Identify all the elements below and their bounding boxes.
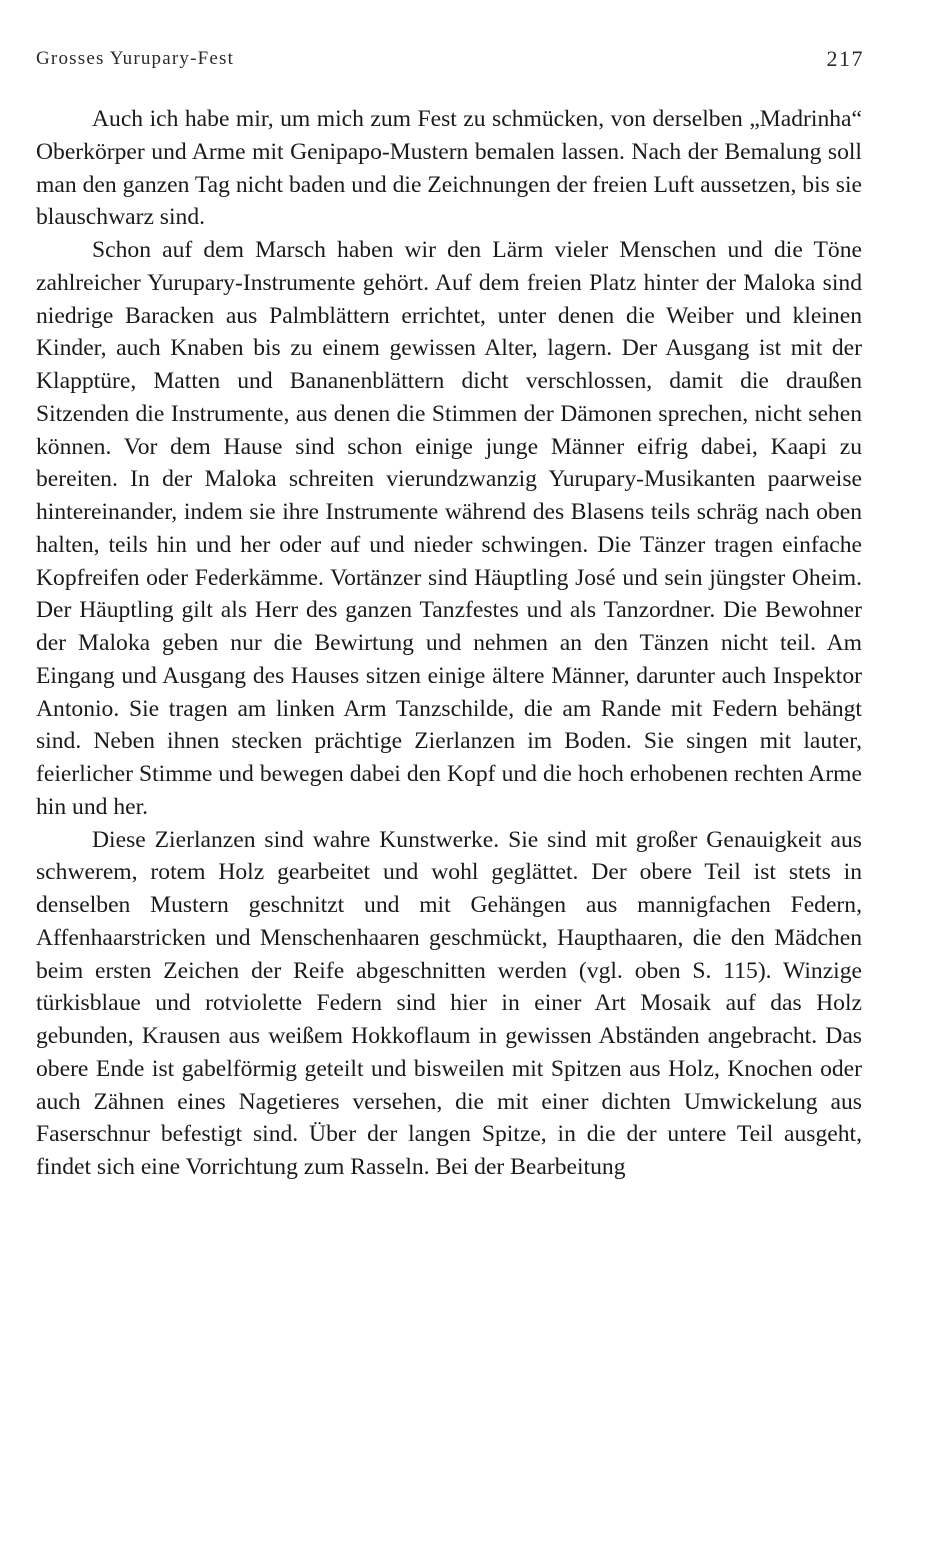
page-number: 217 (826, 46, 864, 71)
running-title: Grosses Yurupary-Fest (36, 48, 235, 69)
paragraph: Auch ich habe mir, um mich zum Fest zu schmücken, von derselben „Madrinha“ Oberkörper und Arme mit Genipapo-Mustern bemalen lassen. Nach der Bemalung soll man den ganzen Tag nicht baden und die Zeichnungen der freien Luft aussetzen, bis sie blauschwarz sind. (36, 106, 862, 231)
body-text (36, 103, 862, 1184)
paragraph: Diese Zierlanzen sind wahre Kunstwerke. Sie sind mit großer Genauigkeit aus schwerem, rotem Holz gearbeitet und wohl geglättet. Der obere Teil ist stets in denselben Mustern geschnitzt und mit Gehängen aus mannigfachen Federn, Affenhaarstricken und Menschenhaaren geschmückt, Haupthaaren, die den Mädchen beim ersten Zeichen der Reife abgeschnitten werden (vgl. oben S. 115). Winzige türkisblaue und rotviolette Federn sind hier in einer Art Mosaik auf das Holz gebunden, Krausen aus weißem Hokkoflaum in gewissen Abständen angebracht. Das obere Ende ist gabelförmig geteilt und bisweilen mit Spitzen aus Holz, Knochen oder auch Zähnen eines Nagetieres versehen, die mit einer dichten Umwickelung aus Faserschnur befestigt sind. Über der langen Spitze, in die der untere Teil ausgeht, findet sich eine Vorrichtung zum Rasseln. Bei der Bearbeitung (36, 826, 862, 1180)
running-head (36, 48, 864, 78)
paragraph: Schon auf dem Marsch haben wir den Lärm vieler Menschen und die Töne zahlreicher Yurupary-Instrumente gehört. Auf dem freien Platz hinter der Maloka sind niedrige Baracken aus Palmblättern errichtet, unter denen die Weiber und kleinen Kinder, auch Knaben bis zu einem gewissen Alter, lagern. Der Ausgang ist mit der Klapptüre, Matten und Bananenblättern dicht verschlossen, damit die draußen Sitzenden die Instrumente, aus denen die Stimmen der Dämonen sprechen, nicht sehen können. Vor dem Hause sind schon einige junge Männer eifrig dabei, Kaapi zu bereiten. In der Maloka schreiten vierundzwanzig Yurupary-Musikanten paarweise hintereinander, indem sie ihre Instrumente während des Blasens teils schräg nach oben halten, teils hin und her oder auf und nieder schwingen. Die Tänzer tragen einfache Kopfreifen oder Federkämme. Vortänzer sind Häuptling José und sein jüngster Oheim. Der Häuptling gilt als Herr des ganzen Tanzfestes und als Tanzordner. Die Bewohner der Maloka geben nur die Bewirtung und nehmen an den Tänzen nicht teil. Am Eingang und Ausgang des Hauses sitzen einige ältere Männer, darunter auch Inspektor Antonio. Sie tragen am linken Arm Tanzschilde, die am Rande mit Federn behängt sind. Neben ihnen stecken prächtige Zierlanzen im Boden. Sie singen mit lauter, feierlicher Stimme und bewegen dabei den Kopf und die hoch erhobenen rechten Arme hin und her. (36, 237, 862, 820)
